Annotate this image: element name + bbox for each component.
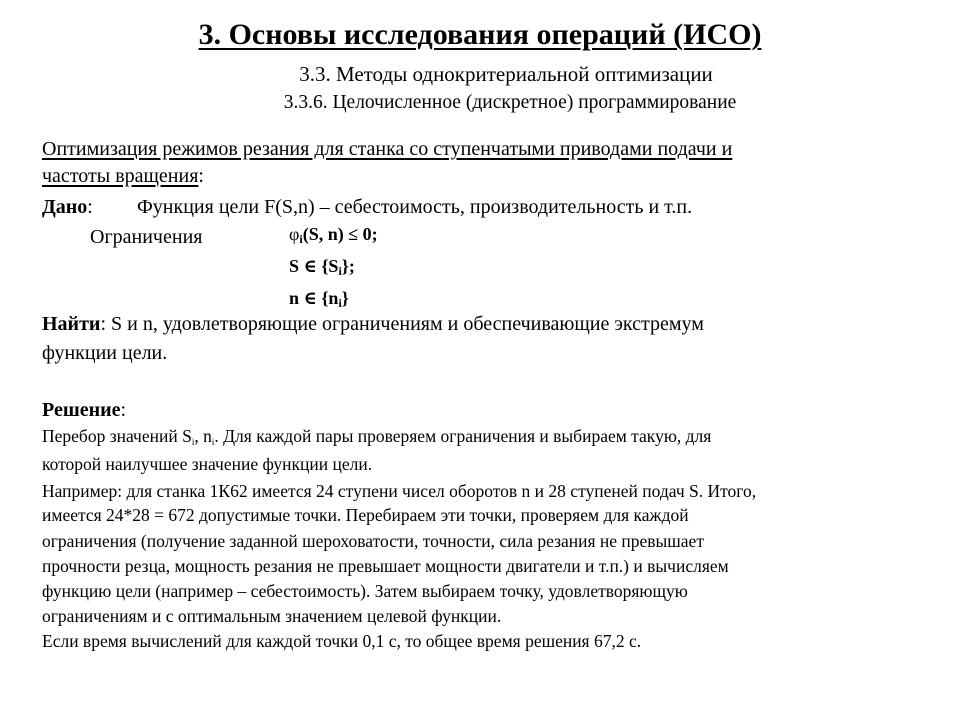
solution-line-9: Если время вычислений для каждой точки 0,1 с, то общее время решения 67,2 с. [42,631,642,651]
solution-line-2: которой наилучшее значение функции цели. [42,454,373,474]
problem-heading-line2: частоты вращения: [42,165,204,187]
problem-heading-line1: Оптимизация режимов резания для станка со ступенчатыми приводами подачи и [42,138,733,160]
given-row: Дано: [42,196,93,218]
find-text-line2: функции цели. [42,342,168,364]
find-label: Найти [42,313,101,335]
solution-line-3: Например: для станка 1К62 имеется 24 ступени чисел оборотов n и 28 ступеней подач S. Итого, [42,481,757,501]
given-label: Дано [42,196,88,218]
solution-line-1: Перебор значений Si, ni. Для каждой пары проверяем ограничения и выбираем такую, для [42,426,712,447]
solution-line-5: ограничения (получение заданной шероховатости, точности, сила резания не превышает [42,531,704,551]
find-row: Найти: S и n, удовлетворяющие ограничениям и обеспечивающие экстремум [42,313,704,335]
solution-line-7: функцию цели (например – себестоимость). Затем выбираем точку, удовлетворяющую [42,581,688,601]
constraints-label: Ограничения [90,226,203,248]
solution-line-6: прочности резца, мощность резания не превышает мощности двигатели и т.п.) и вычисляем [42,556,729,576]
section-heading: 3.3. Методы однокритериальной оптимизации [299,62,713,86]
given-text: Функция цели F(S,n) – себестоимость, производительность и т.п. [137,196,693,218]
solution-line-4: имеется 24*28 = 672 допустимые точки. Перебираем эти точки, проверяем для каждой [42,505,689,525]
solution-heading: Решение: [42,399,127,421]
constraint-n: n ∈ $\{n_i\}$ [289,288,349,310]
page-title: 3. Основы исследования операций (ИСО) [198,18,762,51]
constraint-s: S ∈ $\{S_i\}$; [289,256,355,278]
subsection-heading: 3.3.6. Целочисленное (дискретное) программирование [283,92,737,113]
solution-line-8: ограничениям и с оптимальным значением целевой функции. [42,606,502,626]
constraint-phi: $\varphi_i(S$, n) ≤ 0; [289,224,378,246]
